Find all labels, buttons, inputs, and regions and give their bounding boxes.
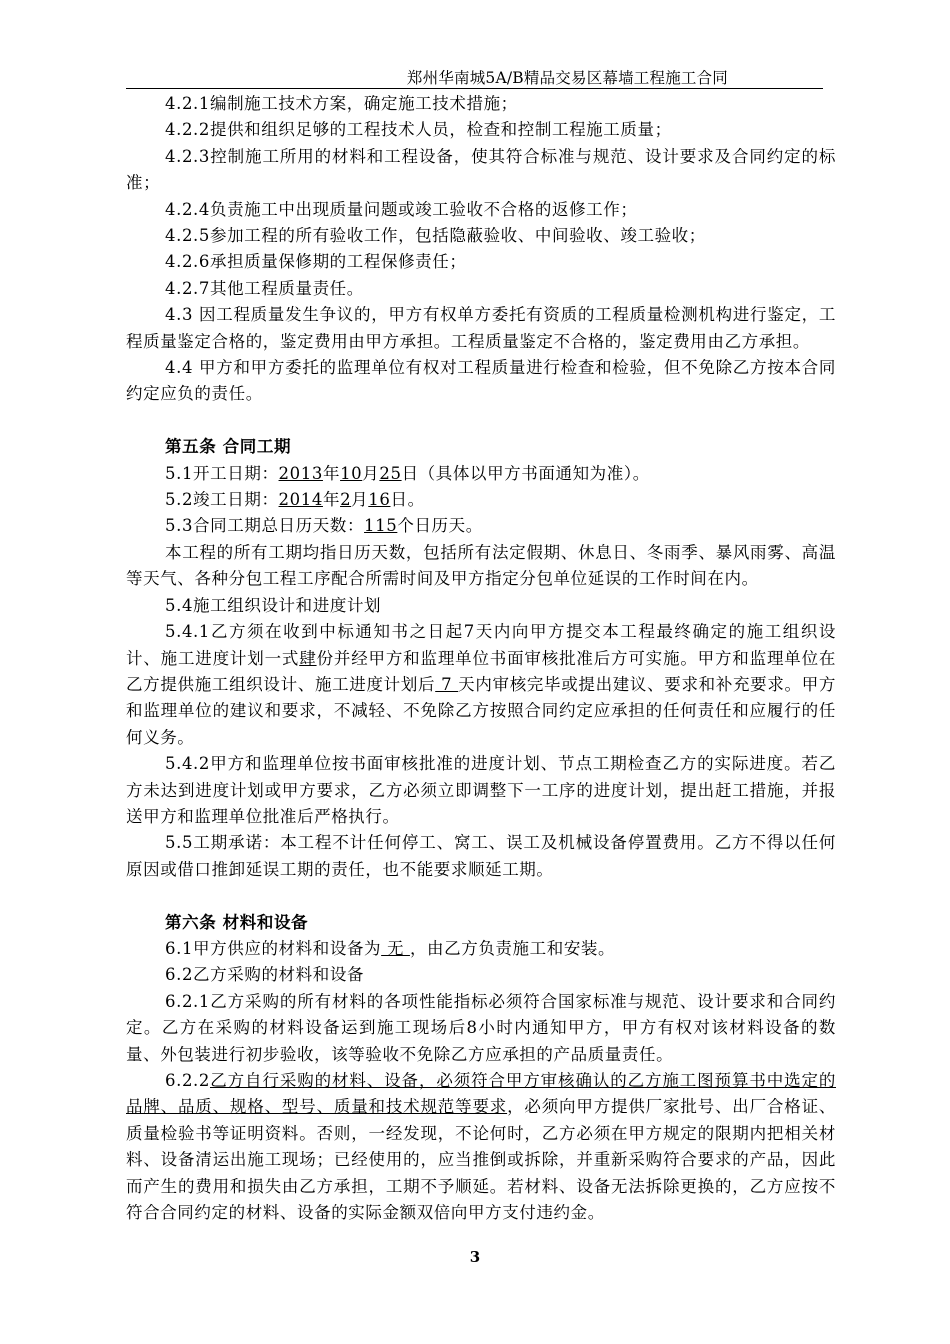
paragraph-5-3-note: 本工程的所有工期均指日历天数，包括所有法定假期、休息日、冬雨季、暴风雨雾、高温等天气、各种分包工程工序配合所需时间及甲方指定分包单位延误的工作时间在内。 bbox=[126, 542, 836, 589]
header-title: 郑州华南城5A/B精品交易区幕墙工程施工合同 bbox=[406, 69, 728, 87]
paragraph-5-4-1 bbox=[126, 619, 836, 751]
paragraph-4-2-7: 4.2.7其他工程质量责任。 bbox=[165, 278, 364, 298]
supplied-materials-value: 无 bbox=[381, 938, 410, 958]
paragraph-6-2: 6.2乙方采购的材料和设备 bbox=[165, 965, 365, 985]
end-year: 2014 bbox=[278, 490, 323, 510]
underlined-clause: 乙方自行采购的材料、设备，必须符合甲方审核确认的乙方施工图预算书中选定的品牌、品质、规格、型号、质量和技术规范等要求 bbox=[126, 1071, 836, 1117]
paragraph-5-4: 5.4施工组织设计和进度计划 bbox=[165, 595, 382, 615]
section-heading-6: 第六条 材料和设备 bbox=[165, 912, 309, 932]
paragraph-4-4: 4.4 甲方和甲方委托的监理单位有权对工程质量进行检查和检验，但不免除乙方按本合同约定应负的责任。 bbox=[126, 358, 836, 404]
paragraph-4-2-2: 4.2.2提供和组织足够的工程技术人员，检查和控制工程施工质量； bbox=[165, 120, 672, 140]
end-month-unit: 月 bbox=[351, 490, 369, 510]
text-run: ，由乙方负责施工和安装。 bbox=[409, 938, 616, 958]
start-year: 2013 bbox=[278, 463, 323, 483]
paragraph-5-1 bbox=[126, 461, 836, 487]
paragraph-5-5: 5.5工期承诺：本工程不计任何停工、窝工、误工及机械设备停置费用。乙方不得以任何原因或借口推卸延误工期的责任，也不能要求顺延工期。 bbox=[126, 833, 836, 879]
page-header bbox=[126, 62, 823, 89]
start-year-unit: 年 bbox=[322, 463, 341, 483]
paragraph-6-2-2 bbox=[126, 1068, 836, 1226]
text-run: 份并经甲方和监理单位书面审核批准后方可实施。甲方和监理单位在乙方提供施工组织设计、施工进度计划后 bbox=[126, 648, 837, 694]
start-date-note: 日（具体以甲方书面通知为准）。 bbox=[401, 463, 650, 483]
paragraph-4-2-3: 4.2.3控制施工所用的材料和工程设备，使其符合标准与规范、设计要求及合同约定的标准； bbox=[126, 146, 836, 193]
end-date-label: 5.2竣工日期： bbox=[165, 490, 279, 510]
text-run: 天内审核完毕或提出建议、要求和补充要求。甲方和监理单位的建议和要求，不减轻、不免除乙方按照合同约定应承担的任何责任和应履行的任何义务。 bbox=[126, 674, 836, 747]
paragraph-4-2-5: 4.2.5参加工程的所有验收工作，包括隐蔽验收、中间验收、竣工验收； bbox=[165, 226, 706, 246]
page-number: 3 bbox=[469, 1248, 481, 1266]
start-date-label: 5.1开工日期： bbox=[165, 463, 279, 483]
total-days-label: 5.3合同工期总日历天数： bbox=[165, 516, 365, 536]
start-month: 10 bbox=[340, 463, 363, 483]
end-date-suffix: 日。 bbox=[390, 490, 425, 510]
text-run: ，必须向甲方提供厂家批号、出厂合格证、质量检验书等证明资料。否则，一经发现，不论何时，乙方必须在甲方规定的限期内把相关材料、设备清运出施工现场；已经使用的，应当推倒或拆除，并重新采购符合要求的产品，因此而产生的费用和损失由乙方承担，工期不予顺延。若材料、设备无法拆除更换的，乙方应按不符合合同约定的材料、设备的实际金额双倍向甲方支付违约金。 bbox=[126, 1097, 836, 1223]
paragraph-6-2-1: 6.2.1乙方采购的所有材料的各项性能指标必须符合国家标准与规范、设计要求和合同约定。乙方在采购的材料设备运到施工现场后8小时内通知甲方，甲方有权对该材料设备的数量、外包装进行初步验收，该等验收不免除乙方应承担的产品质量责任。 bbox=[126, 991, 836, 1064]
document-body bbox=[126, 91, 836, 1226]
end-day: 16 bbox=[368, 490, 391, 510]
paragraph-6-1 bbox=[126, 936, 836, 962]
paragraph-5-3 bbox=[126, 513, 836, 539]
text-run: 5.4.1乙方须在收到中标通知书之日起7天内向甲方提交本工程最终确定的施工组织设计、施工进度计划一式 bbox=[126, 622, 836, 668]
paragraph-4-2-6: 4.2.6承担质量保修期的工程保修责任； bbox=[165, 252, 467, 272]
start-day: 25 bbox=[379, 463, 402, 483]
start-month-unit: 月 bbox=[362, 463, 380, 483]
paragraph-5-2 bbox=[126, 487, 836, 513]
section-heading-5: 第五条 合同工期 bbox=[165, 437, 292, 457]
paragraph-5-4-2: 5.4.2甲方和监理单位按书面审核批准的进度计划、节点工期检查乙方的实际进度。若乙方未达到进度计划或甲方要求，乙方必须立即调整下一工序的进度计划，提出赶工措施，并报送甲方和监理单位批准后严格执行。 bbox=[126, 754, 836, 826]
end-year-unit: 年 bbox=[322, 490, 341, 510]
paragraph-4-3: 4.3 因工程质量发生争议的，甲方有权单方委托有资质的工程质量检测机构进行鉴定，工程质量鉴定合格的，鉴定费用由甲方承担。工程质量鉴定不合格的，鉴定费用由乙方承担。 bbox=[126, 305, 836, 351]
copies-value: 肆 bbox=[299, 648, 317, 668]
paragraph-4-2-1: 4.2.1编制施工技术方案，确定施工技术措施； bbox=[165, 94, 518, 113]
review-days-value: 7 bbox=[435, 674, 459, 694]
end-month: 2 bbox=[340, 490, 352, 510]
paragraph-4-2-4: 4.2.4负责施工中出现质量问题或竣工验收不合格的返修工作； bbox=[165, 199, 638, 219]
total-days-value: 115 bbox=[364, 516, 398, 536]
text-run: 6.2.2 bbox=[165, 1071, 210, 1090]
text-run: 6.1甲方供应的材料和设备为 bbox=[165, 938, 382, 958]
total-days-suffix: 个日历天。 bbox=[397, 516, 483, 536]
